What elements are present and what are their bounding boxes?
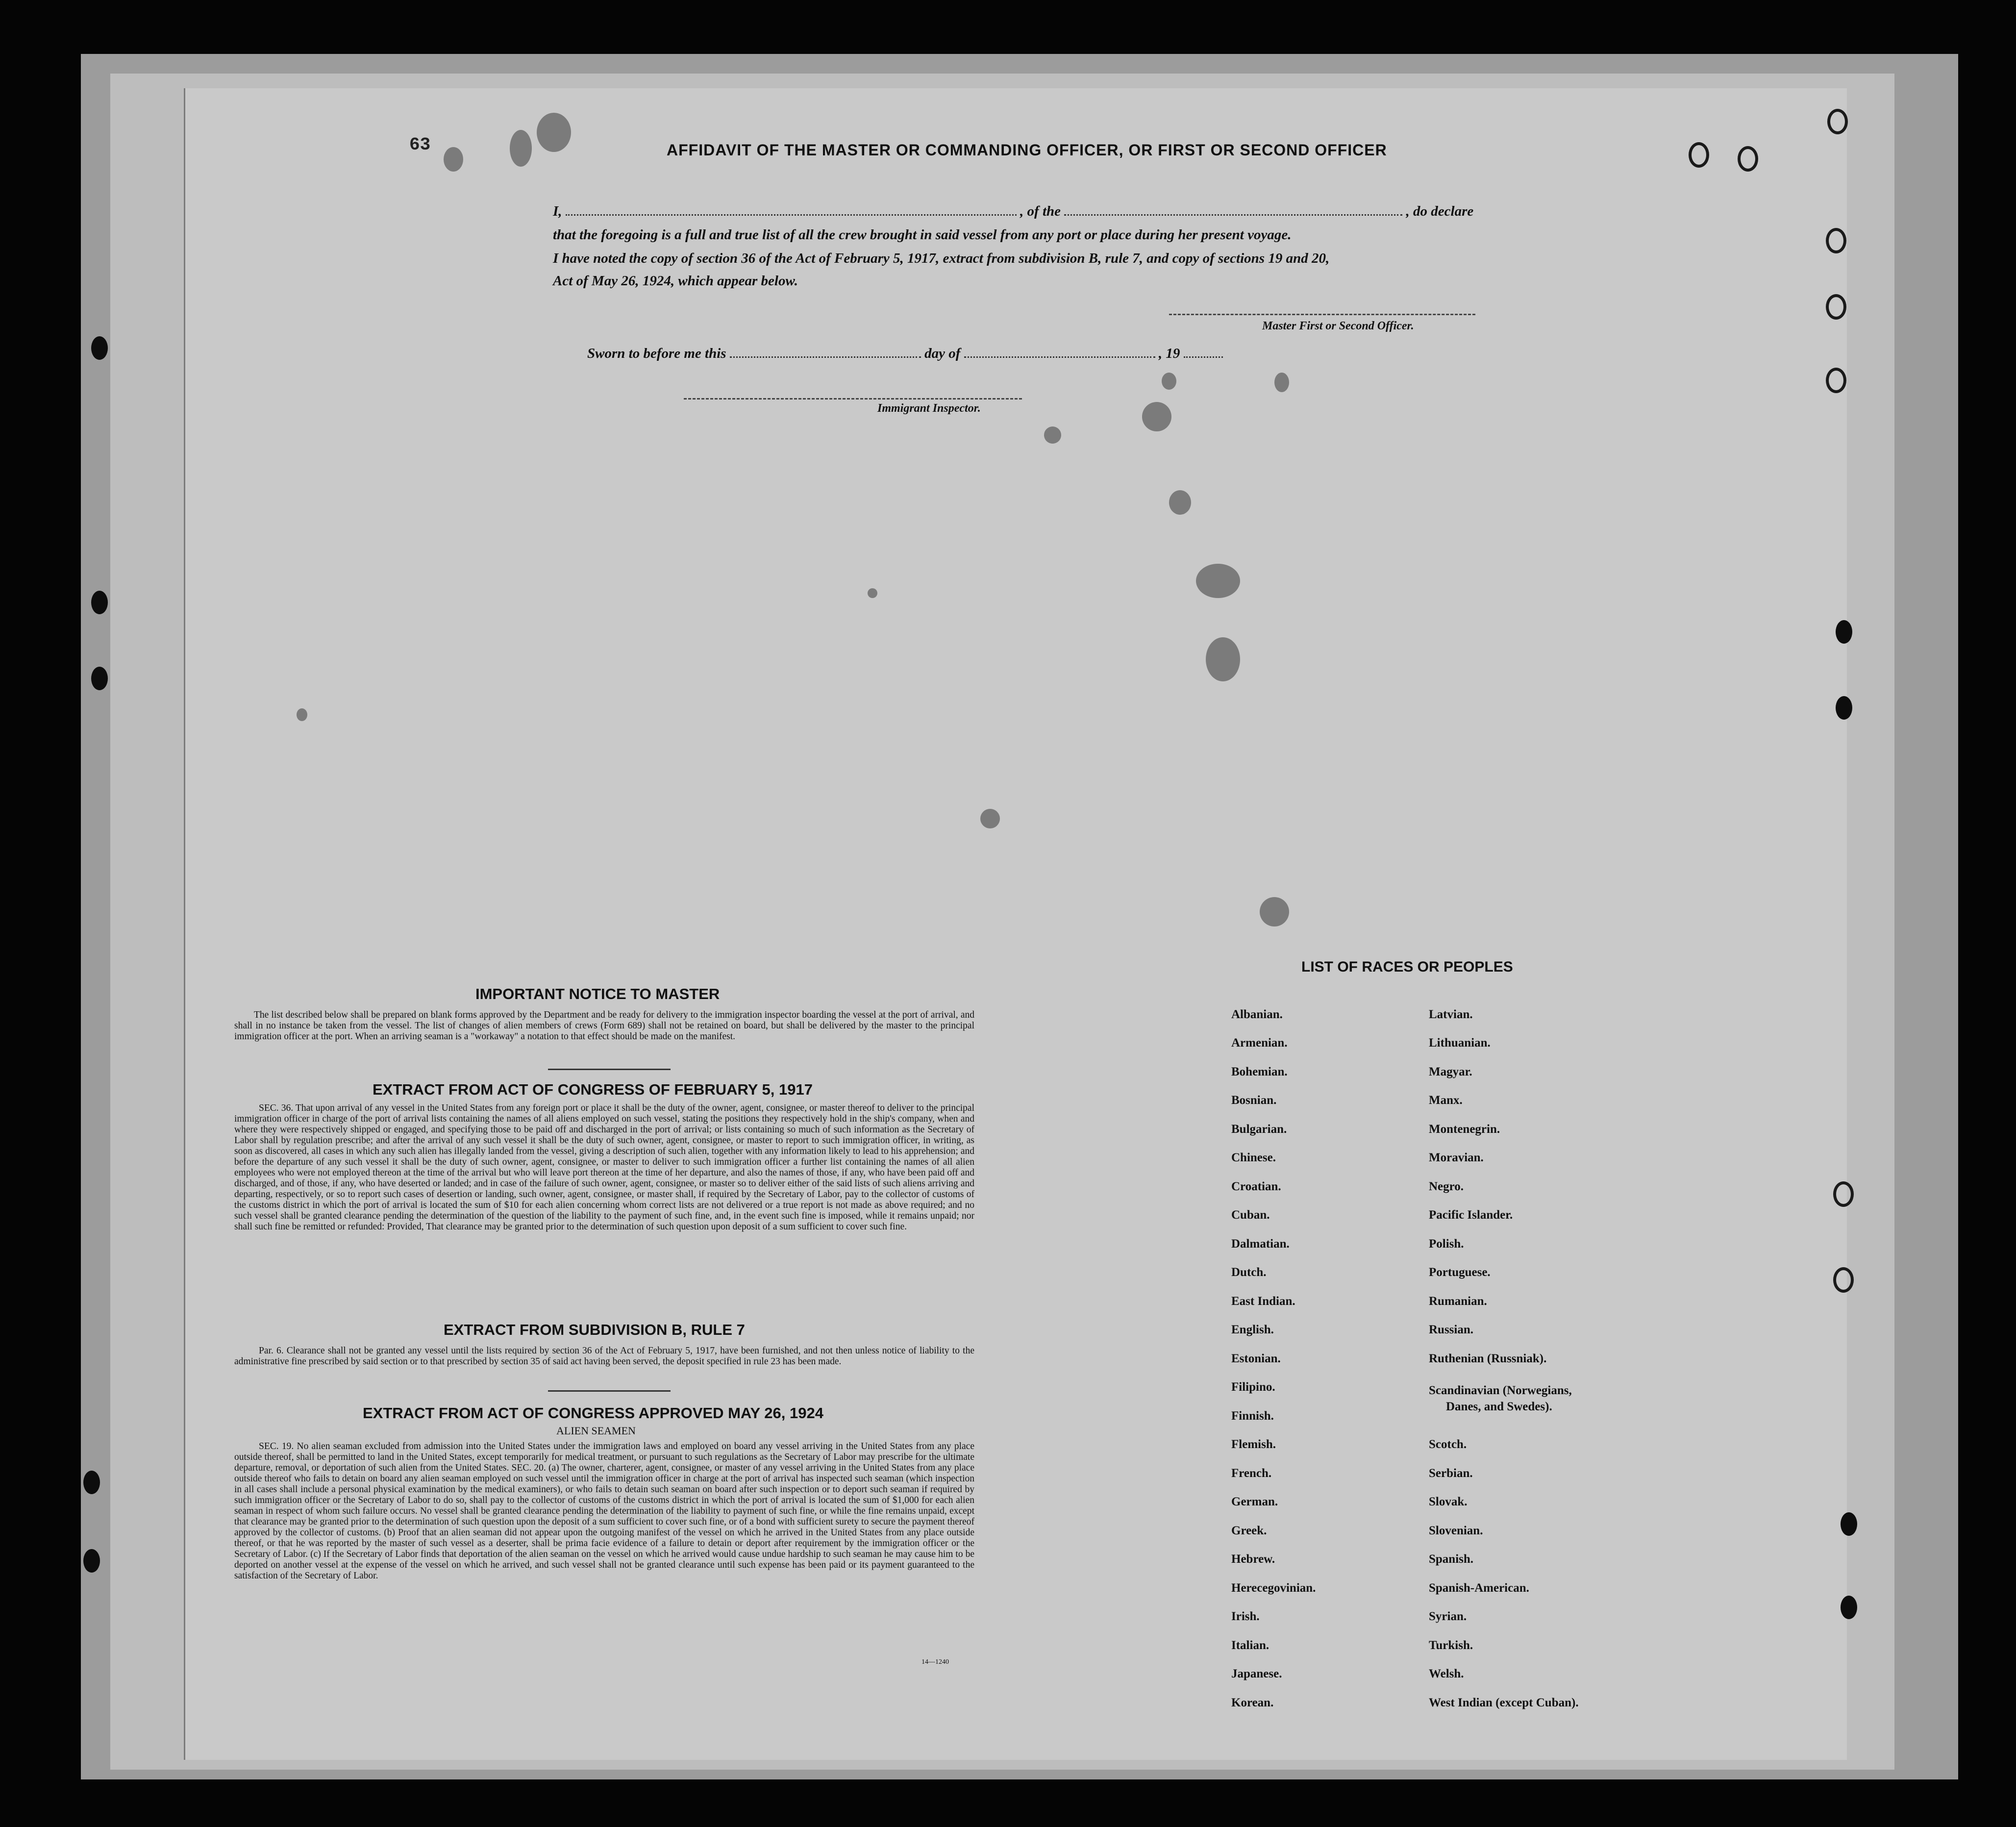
reinforcement-ring-icon [1826, 368, 1846, 393]
page-mark: 63 [409, 135, 431, 155]
race-item: English. [1231, 1323, 1274, 1336]
affidavit-declare-label: , do declare [1406, 203, 1474, 219]
binder-hole-icon [91, 667, 108, 690]
race-item: Turkish. [1429, 1639, 1473, 1652]
race-item: Spanish-American. [1429, 1581, 1529, 1595]
race-item: Filipino. [1231, 1380, 1275, 1394]
race-item: West Indian (except Cuban). [1429, 1696, 1579, 1709]
affidavit-line-4: Act of May 26, 1924, which appear below. [553, 273, 798, 289]
race-item: Flemish. [1231, 1438, 1276, 1451]
master-signature-field[interactable] [1169, 314, 1475, 315]
race-item: Herecegovinian. [1231, 1581, 1316, 1595]
vessel-name-field[interactable] [1064, 211, 1402, 216]
race-item: Danes, and Swedes). [1446, 1400, 1552, 1413]
race-item: Slovak. [1429, 1495, 1468, 1508]
extract-rule7-title: EXTRACT FROM SUBDIVISION B, RULE 7 [444, 1321, 745, 1338]
ink-stain [1169, 490, 1191, 515]
race-item: Japanese. [1231, 1667, 1282, 1680]
race-item: Syrian. [1429, 1610, 1467, 1623]
binder-hole-icon [1841, 1596, 1857, 1619]
race-item: Ruthenian (Russniak). [1429, 1352, 1547, 1365]
reinforcement-ring-icon [1833, 1267, 1854, 1293]
race-item: Polish. [1429, 1237, 1464, 1251]
affidavit-declaration-line [553, 203, 1473, 220]
inspector-signature-field[interactable] [684, 398, 1022, 400]
extract-1917-body: SEC. 36. That upon arrival of any vessel in the United States from any foreign port or place it shall be the duty of the owner, agent, consignee, or master thereof to deliver to the principal immigration officer in charge of the port of arrival lists containing the names of all aliens employed on such vessel, stating the positions they respectively hold in the ship's company, when and where they were respectively shipped or engaged, and specifying those to be paid off and discharged in the port of arrival; or lists containing so much of such information as the Secretary of Labor shall by regulation prescribe; and after the arrival of any such vessel it shall be the duty of such owner, agent, consignee, or master to report to such immigration officer, in writing, as soon as discovered, all cases in which any such alien has illegally landed from the vessel, giving a description of such alien, together with any information likely to lead to his apprehension; and before the departure of any such vessel it shall be the duty of such owner, agent, consignee, or master to deliver to such immigration officer a further list containing the names of all alien employees who were not employed thereon at the time of the arrival but who will leave port thereon at the time of her departure, and also the names of those, if any, who have been paid off and discharged, and of those, if any, who have deserted or landed; and in case of the failure of such owner, agent, consignee, or master so to deliver either of the said lists of such aliens arriving and departing, respectively, or so to report such cases of desertion or landing, such owner, agent, consignee, or master shall, if required by the Secretary of Labor, pay to the collector of customs of the customs district in which the port of arrival is located the sum of $10 for each alien concerning whom correct lists are not delivered or a true report is not made as above required; and no such vessel shall be granted clearance pending the determination of the question of the liability to the payment of such fine, and, in the event such fine is imposed, while it remains unpaid; nor shall such fine be remitted or refunded: Provided, That clearance may be granted prior to the determination of such question upon deposit of a sum sufficient to cover such fine. [234, 1103, 974, 1232]
extract-rule7-body: Par. 6. Clearance shall not be granted any vessel until the lists required by section 36 of the Act of February 5, 1917, have been furnished, and not then unless notice of liability to the administrative fine prescribed by said section or to that prescribed by section 35 of said act having been served, the deposit specified in rule 23 has been made. [234, 1346, 974, 1367]
ink-stain [868, 588, 877, 598]
day-of-label: day of [924, 346, 961, 361]
sworn-month-field[interactable] [964, 353, 1155, 358]
race-item: Greek. [1231, 1524, 1267, 1537]
race-item: Bohemian. [1231, 1065, 1288, 1078]
ink-stain [1274, 373, 1289, 392]
race-item: Dalmatian. [1231, 1237, 1290, 1251]
race-item: Croatian. [1231, 1180, 1281, 1193]
sworn-line [587, 346, 1223, 362]
notice-title: IMPORTANT NOTICE TO MASTER [475, 985, 720, 1002]
ink-stain [1196, 564, 1240, 598]
race-item: Russian. [1429, 1323, 1474, 1336]
extract-1924-body: SEC. 19. No alien seaman excluded from admission into the United States under the immigration laws and employed on board any vessel arriving in the United States from any place outside thereof, shall be permitted to land in the United States, except temporarily for medical treatment, or pursuant to such regulations as the Secretary of Labor may prescribe for the ultimate departure, removal, or deportation of such alien from the United States. SEC. 20. (a) The owner, charterer, agent, consignee, or master of any vessel arriving in the United States from any place outside thereof who fails to detain on board any alien seaman employed on such vessel until the immigration officer in charge at the port of arrival has inspected such seaman (which inspection in all cases shall include a personal physical examination by the medical examiners), or who fails to detain such seaman on board after such inspection or to deport such seaman if required by such immigration officer or the Secretary of Labor to do so, shall pay to the collector of customs of the customs district in which the port of arrival is located the sum of $1,000 for each alien seaman in respect of whom such failure occurs. No vessel shall be granted clearance pending the determination of the liability to payment of such fine, or while the fine remains unpaid, except that clearance may be granted prior to the determination of such question upon the deposit of a sum sufficient to cover such fine, or of a bond with sufficient surety to secure the payment thereof approved by the collector of customs. (b) Proof that an alien seaman did not appear upon the outgoing manifest of the vessel on which he arrived in the United States from any place outside thereof, or that he was reported by the master of such vessel as a deserter, shall be prima facie evidence of a failure to detain or deport after requirement by the immigration officer or the Secretary of Labor. (c) If the Secretary of Labor finds that deportation of the alien seaman on the vessel on which he arrived would cause undue hardship to such seaman he may cause him to be deported on another vessel at the expense of the vessel on which he arrived, and such vessel shall not be granted clearance until such expense has been paid or its payment guaranteed to the satisfaction of the Secretary of Labor. [234, 1441, 974, 1581]
binder-hole-icon [91, 336, 108, 360]
race-item: Manx. [1429, 1094, 1463, 1107]
binder-hole-icon [91, 591, 108, 614]
ink-stain [1142, 402, 1171, 431]
affidavit-line-2: that the foregoing is a full and true list of all the crew brought in said vessel from any port or place during her present voyage. [553, 227, 1292, 243]
divider [548, 1069, 671, 1070]
race-item: East Indian. [1231, 1295, 1295, 1308]
sworn-year-field[interactable] [1184, 353, 1223, 358]
divider [548, 1390, 671, 1392]
binder-hole-icon [83, 1471, 100, 1494]
race-item: Moravian. [1429, 1151, 1484, 1164]
race-item: Rumanian. [1429, 1295, 1487, 1308]
races-title: LIST OF RACES OR PEOPLES [1301, 959, 1513, 975]
extract-1917-title: EXTRACT FROM ACT OF CONGRESS OF FEBRUARY 5, 1917 [373, 1081, 813, 1098]
inspector-signature-label: Immigrant Inspector. [877, 402, 981, 415]
ink-stain [297, 708, 307, 721]
binder-hole-icon [1841, 1512, 1857, 1536]
ink-stain [1044, 426, 1061, 444]
form-number: 14—1240 [921, 1658, 949, 1666]
race-item: Negro. [1429, 1180, 1464, 1193]
race-item: Pacific Islander. [1429, 1208, 1513, 1222]
race-item: Lithuanian. [1429, 1036, 1491, 1050]
race-item: Korean. [1231, 1696, 1274, 1709]
binder-hole-icon [1836, 620, 1852, 644]
race-item: Irish. [1231, 1610, 1260, 1623]
affidavit-of-the-label: , of the [1020, 203, 1061, 219]
race-item: Serbian. [1429, 1467, 1473, 1480]
binder-hole-icon [83, 1549, 100, 1573]
reinforcement-ring-icon [1738, 146, 1758, 172]
race-item: Chinese. [1231, 1151, 1276, 1164]
master-signature-label: Master First or Second Officer. [1262, 320, 1414, 332]
race-item: Welsh. [1429, 1667, 1464, 1680]
race-item: Portuguese. [1429, 1266, 1491, 1279]
race-item: Scandinavian (Norwegians, [1429, 1384, 1572, 1397]
race-item: Bulgarian. [1231, 1123, 1287, 1136]
sworn-label: Sworn to before me this [587, 346, 726, 361]
race-item: Hebrew. [1231, 1552, 1275, 1566]
reinforcement-ring-icon [1689, 142, 1709, 168]
race-item: Montenegrin. [1429, 1123, 1500, 1136]
race-item: Albanian. [1231, 1008, 1283, 1021]
race-item: Bosnian. [1231, 1094, 1277, 1107]
race-item: Italian. [1231, 1639, 1269, 1652]
ink-stain [510, 130, 532, 167]
race-item: Armenian. [1231, 1036, 1288, 1050]
ink-stain [444, 147, 463, 172]
affidavit-line-3: I have noted the copy of section 36 of the Act of February 5, 1917, extract from subdivision B, rule 7, and copy of sections 19 and 20, [553, 250, 1330, 266]
affidavit-i-label: I, [553, 203, 562, 219]
ink-stain [1206, 637, 1240, 681]
binder-hole-icon [1836, 696, 1852, 720]
officer-name-field[interactable] [566, 211, 1017, 216]
race-item: Scotch. [1429, 1438, 1467, 1451]
sworn-day-field[interactable] [730, 353, 921, 358]
ink-stain [537, 113, 571, 152]
race-item: French. [1231, 1467, 1272, 1480]
race-item: Magyar. [1429, 1065, 1472, 1078]
race-item: Latvian. [1429, 1008, 1473, 1021]
race-item: German. [1231, 1495, 1278, 1508]
race-item: Estonian. [1231, 1352, 1281, 1365]
ink-stain [980, 809, 1000, 828]
reinforcement-ring-icon [1833, 1181, 1854, 1207]
race-item: Finnish. [1231, 1409, 1274, 1423]
race-item: Spanish. [1429, 1552, 1474, 1566]
reinforcement-ring-icon [1827, 109, 1848, 134]
extract-1924-title: EXTRACT FROM ACT OF CONGRESS APPROVED MAY 26, 1924 [363, 1404, 823, 1422]
extract-1924-subtitle: ALIEN SEAMEN [556, 1425, 636, 1437]
race-item: Dutch. [1231, 1266, 1267, 1279]
ink-stain [1162, 373, 1176, 390]
ink-stain [1260, 897, 1289, 926]
race-item: Cuban. [1231, 1208, 1270, 1222]
reinforcement-ring-icon [1826, 228, 1846, 253]
race-item: Slovenian. [1429, 1524, 1483, 1537]
affidavit-title: AFFIDAVIT OF THE MASTER OR COMMANDING OFFICER, OR FIRST OR SECOND OFFICER [667, 141, 1387, 159]
year-label: , 19 [1158, 346, 1180, 361]
reinforcement-ring-icon [1826, 294, 1846, 320]
notice-body: The list described below shall be prepared on blank forms approved by the Department and be ready for delivery to the immigration inspector boarding the vessel at the port of arrival, and shall in no instance be taken from the vessel. The list of changes of alien members of crews (Form 689) shall not be retained on board, but shall be delivered by the master to the principal immigration officer at the port. When an arriving seaman is a "workaway" a notation to that effect should be made on the manifest. [234, 1010, 974, 1042]
